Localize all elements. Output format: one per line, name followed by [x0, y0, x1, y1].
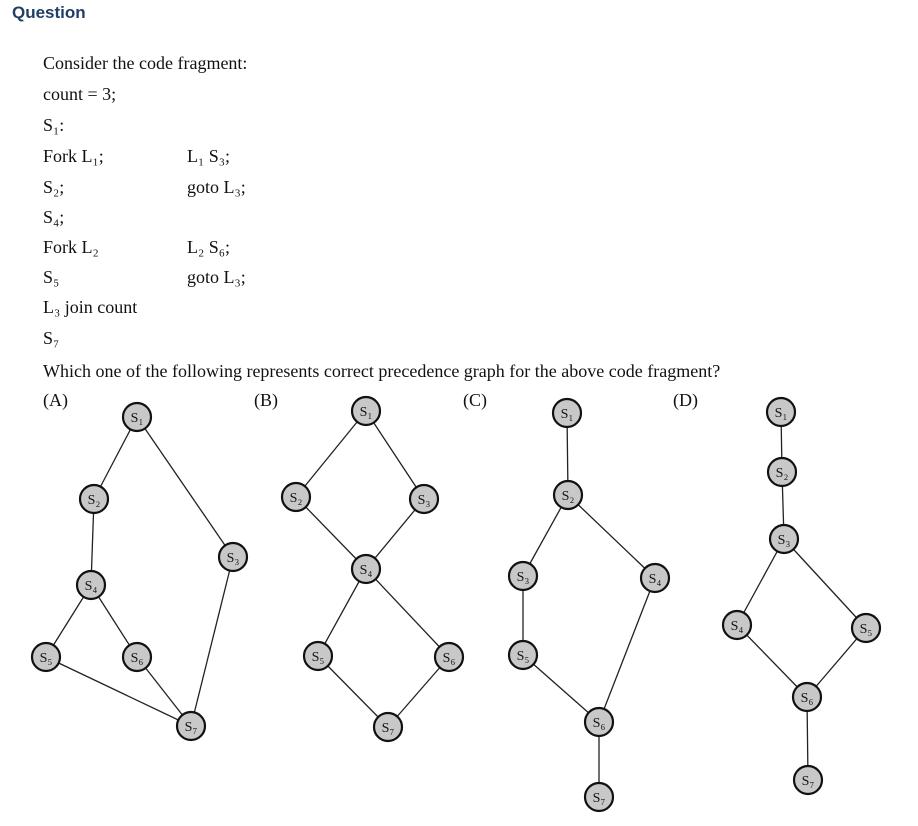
graph-edge — [366, 411, 424, 499]
graph-node-label: S₂ — [87, 493, 101, 508]
code-line-left: count = 3; — [43, 84, 117, 104]
graph-node-label: S₁ — [130, 411, 144, 426]
graph-node-label: S₇ — [801, 774, 815, 789]
code-line-left: Consider the code fragment: — [43, 53, 248, 73]
code-line-right: L₁ S₃; — [187, 146, 231, 166]
graph-node-label: S₃ — [777, 533, 791, 548]
code-line-left: S₄; — [43, 207, 65, 227]
code-line-left: S₅ — [43, 267, 60, 287]
option-label-d: (D) — [673, 390, 698, 410]
graph-node-label: S₄ — [84, 579, 98, 594]
code-line-left: S₂; — [43, 177, 65, 197]
graph-edge — [137, 417, 233, 557]
graph-edge — [296, 411, 366, 497]
graph-node-label: S₅ — [859, 622, 873, 637]
code-line-right: L₂ S₆; — [187, 237, 231, 257]
graph-option-a — [32, 403, 247, 740]
graph-node-label: S₃ — [516, 570, 530, 585]
graph-node-label: S₄ — [730, 619, 744, 634]
option-label-b: (B) — [254, 390, 278, 410]
graph-node-label: S₁ — [774, 406, 788, 421]
graph-node-label: S₂ — [561, 489, 575, 504]
graph-node-label: S₆ — [592, 716, 606, 731]
graph-node-label: S₅ — [311, 650, 325, 665]
code-line-right: goto L₃; — [187, 177, 246, 197]
graph-node-label: S₃ — [417, 493, 431, 508]
graph-edge — [366, 569, 449, 657]
graph-edge — [784, 539, 866, 628]
code-line-left: Fork L₂ — [43, 237, 99, 257]
graph-node-label: S₂ — [775, 466, 789, 481]
graph-node-label: S₄ — [359, 563, 373, 578]
graph-edge — [568, 495, 655, 578]
graph-edge — [191, 557, 233, 726]
code-line-right: goto L₃; — [187, 267, 246, 287]
code-line-left: L₃ join count — [43, 297, 138, 317]
graph-node-label: S₆ — [442, 651, 456, 666]
graph-node-label: S₆ — [800, 691, 814, 706]
code-line-left: S₁: — [43, 115, 65, 135]
graph-node-label: S₁ — [359, 405, 373, 420]
graph-edge — [523, 655, 599, 722]
graph-option-d — [723, 398, 880, 794]
graph-node-label: S₂ — [289, 491, 303, 506]
graph-node-label: S₅ — [516, 649, 530, 664]
graph-node-label: S₇ — [184, 720, 198, 735]
graph-edge — [599, 578, 655, 722]
graph-option-c — [509, 399, 669, 811]
graph-edge — [46, 657, 191, 726]
option-label-c: (C) — [463, 390, 487, 410]
graph-node-label: S₆ — [130, 651, 144, 666]
graph-node-label: S₃ — [226, 551, 240, 566]
graph-node-label: S₄ — [648, 572, 662, 587]
graph-node-label: S₇ — [381, 721, 395, 736]
graph-node-label: S₇ — [592, 791, 606, 806]
code-line-left: Fork L₁; — [43, 146, 104, 166]
code-line-left: S₇ — [43, 328, 60, 348]
graph-option-b — [282, 397, 463, 741]
graph-node-label: S₁ — [560, 407, 574, 422]
page-title: Question — [12, 3, 86, 22]
question-text: Which one of the following represents correct precedence graph for the above code fragment? — [43, 361, 721, 381]
option-label-a: (A) — [43, 390, 68, 410]
graph-node-label: S₅ — [39, 651, 53, 666]
